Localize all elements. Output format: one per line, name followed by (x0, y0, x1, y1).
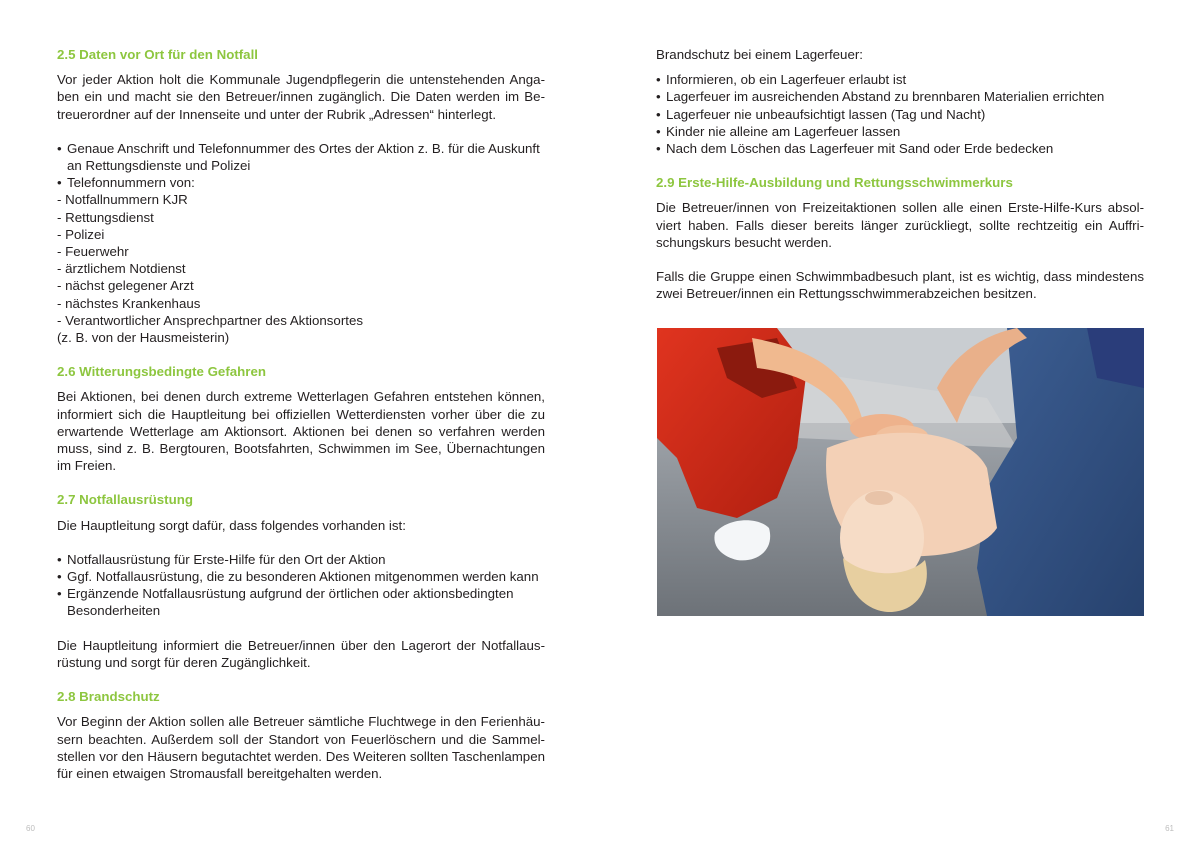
dash-list-phone-numbers (57, 191, 545, 346)
paragraph-2-7-intro: Die Hauptleitung sorgt dafür, dass folgendes vorhanden ist: (57, 517, 406, 533)
page-number: 60 (26, 824, 35, 833)
list-item: • Lagerfeuer nie unbeaufsichtigt lassen (Tag und Nacht) (656, 106, 1144, 123)
list-item: - Feuerwehr (57, 244, 129, 260)
cpr-training-photo (657, 328, 1144, 616)
list-item: • Telefonnummern von: (57, 174, 545, 191)
list-item: - Polizei (57, 226, 105, 242)
list-item: • Lagerfeuer im ausreichenden Abstand zu brennbaren Materialien errichten (656, 88, 1144, 105)
page-number: 61 (1165, 824, 1174, 833)
list-item: - Notfallnummern KJR (57, 192, 188, 208)
paragraph-2-6: Bei Aktionen, bei denen durch extreme Wetterlagen Gefahren entstehen können, informiert sich die Hauptleitung bei offiziellen Wetterdiensten vorher über die zu erwartende Wetterlage am Aktionsort. Aktionen bei denen so verfahren werden muss, sind z. B. Bergtouren, Bootsfahrten, Schwimmen im See, Übernachtungen im Freien. (57, 389, 545, 474)
right-column (656, 46, 1144, 302)
list-item: • Kinder nie alleine am Lagerfeuer lassen (656, 123, 1144, 140)
section-2-6 (57, 363, 545, 474)
heading-2-6: 2.6 Witterungsbedingte Gefahren (57, 364, 266, 380)
left-column (57, 46, 545, 782)
heading-2-7: 2.7 Notfallausrüstung (57, 492, 193, 508)
list-item: • Informieren, ob ein Lagerfeuer erlaubt ist (656, 71, 1144, 88)
heading-2-5: 2.5 Daten vor Ort für den Notfall (57, 47, 258, 62)
section-2-9 (656, 174, 1144, 302)
list-item: • Ergänzende Notfallausrüstung aufgrund der örtlichen oder aktionsbedingten Besonderheiten (57, 585, 545, 619)
bullet-list-campfire (656, 71, 1144, 157)
list-item: • Genaue Anschrift und Telefonnummer des Ortes der Aktion z. B. für die Auskunft an Rettungsdienste und Polizei (57, 140, 545, 174)
list-item: • Notfallausrüstung für Erste-Hilfe für den Ort der Aktion (57, 551, 545, 568)
paragraph-2-9-second: Falls die Gruppe einen Schwimmbadbesuch plant, ist es wichtig, dass mindestens zwei Betreuer/innen ein Rettungsschwimmerabzeichen besitzen. (656, 269, 1144, 302)
paragraph-2-8: Vor Beginn der Aktion sollen alle Betreuer sämtliche Fluchtwege in den Ferienhäu-sern beachten. Außerdem soll der Standort von Feuerlöschern und die Sammel-stellen vor den Häusern begutachtet werden. Des Weiteren sollten Taschenlampen für einen etwaigen Stromausfall bereitgehalten werden. (57, 714, 545, 781)
right-page (600, 0, 1200, 851)
section-2-7 (57, 491, 545, 671)
cpr-training-illustration (657, 328, 1144, 616)
list-item: • Ggf. Notfallausrüstung, die zu besonderen Aktionen mitgenommen werden kann (57, 568, 545, 585)
list-item: - Verantwortlicher Ansprechpartner des Aktionsortes (57, 312, 363, 328)
paragraph-2-9-first: Die Betreuer/innen von Freizeitaktionen sollen alle einen Erste-Hilfe-Kurs absol-viert haben. Falls dieser bereits länger zurückliegt, sollte rechtzeitig ein Auffri-schungskurs besucht werden. (656, 200, 1144, 250)
list-item: - nächst gelegener Arzt (57, 278, 194, 294)
paragraph-campfire-intro: Brandschutz bei einem Lagerfeuer: (656, 47, 863, 62)
list-item: • Nach dem Löschen das Lagerfeuer mit Sand oder Erde bedecken (656, 140, 1144, 157)
bullet-list-2-7 (57, 551, 545, 620)
section-campfire (656, 46, 1144, 157)
heading-2-8: 2.8 Brandschutz (57, 689, 160, 705)
paragraph-2-5-intro: Vor jeder Aktion holt die Kommunale Jugendpflegerin die untenstehenden Anga-ben ein und macht sie den Betreuer/innen zugänglich. Die Daten werden im Be-treuerordner auf der Innenseite und unter der Rubrik „Adressen“ hinterlegt. (57, 72, 545, 122)
list-item: - nächstes Krankenhaus (57, 295, 201, 311)
list-item: - ärztlichem Notdienst (57, 261, 186, 277)
section-2-5 (57, 46, 545, 346)
bullet-list-2-5 (57, 140, 545, 192)
heading-2-9: 2.9 Erste-Hilfe-Ausbildung und Rettungsschwimmerkurs (656, 175, 1013, 191)
section-2-8 (57, 688, 545, 782)
paragraph-2-7-outro: Die Hauptleitung informiert die Betreuer/innen über den Lagerort der Notfallaus-rüstung und sorgt für deren Zugänglichkeit. (57, 637, 545, 670)
list-item-continuation: (z. B. von der Hausmeisterin) (57, 330, 230, 346)
list-item: - Rettungsdienst (57, 209, 154, 225)
